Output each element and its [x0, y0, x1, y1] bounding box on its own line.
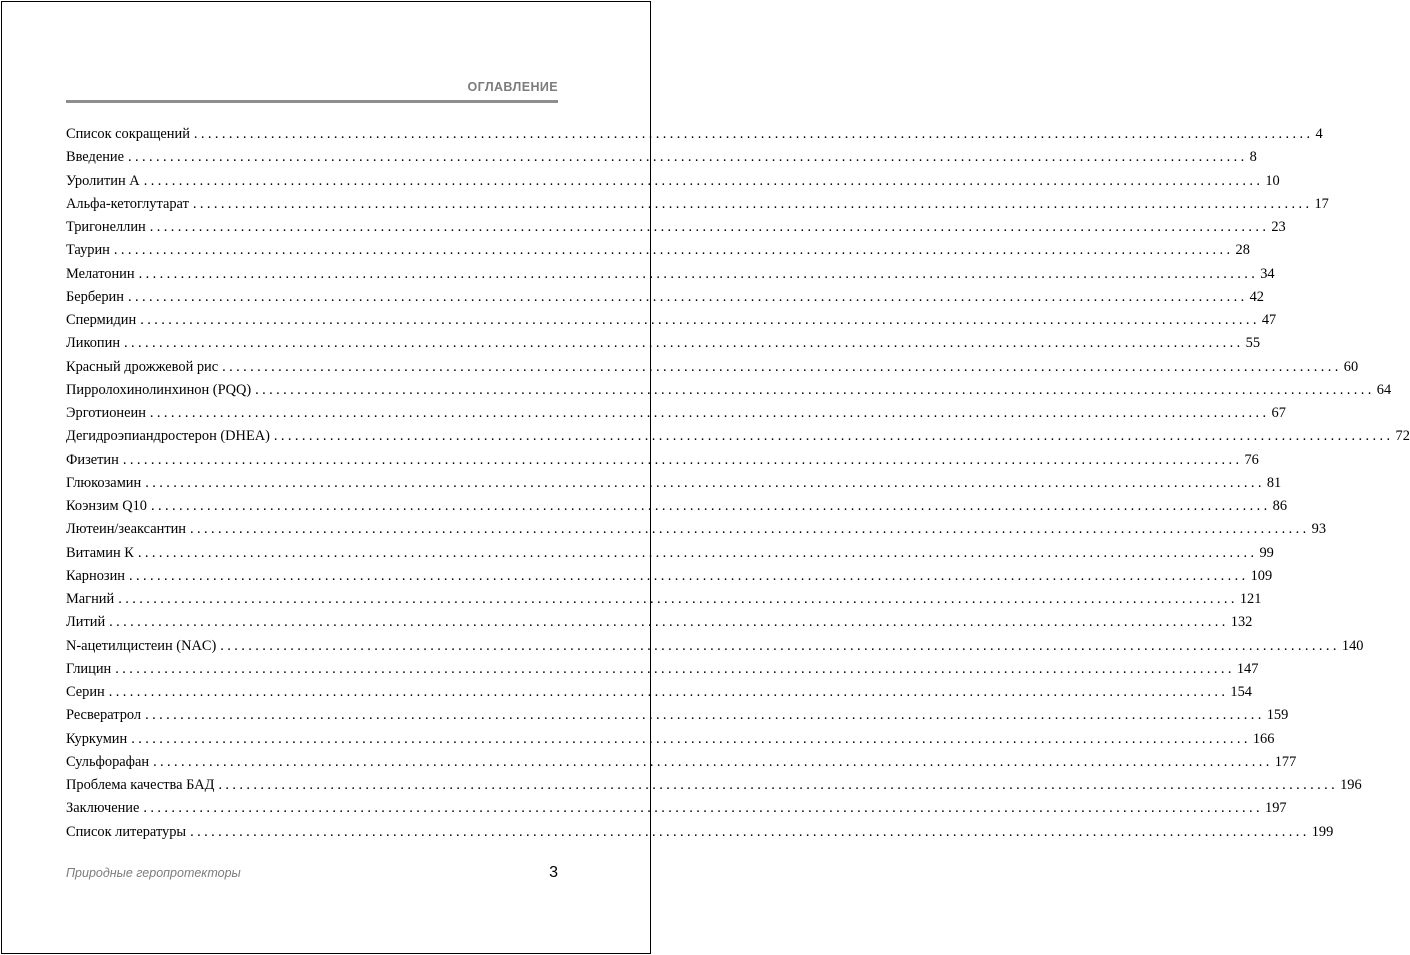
toc-entry [66, 358, 1359, 382]
toc-entry-title: Список литературы [66, 823, 187, 840]
toc-entry [66, 265, 1275, 289]
toc-entry [66, 126, 1323, 149]
table-of-contents [66, 126, 1410, 847]
toc-entry [66, 614, 1253, 637]
toc-leader-dots: ................................................................................................................................................................ [128, 149, 1248, 166]
toc-entry-page: 76 [1244, 451, 1259, 468]
toc-entry [66, 567, 1273, 591]
toc-leader-dots: ................................................................................................................................................................ [153, 753, 1273, 770]
toc-entry [66, 498, 1288, 521]
toc-leader-dots: ................................................................................................................................................................ [140, 312, 1260, 328]
toc-entry-title: Литий [66, 614, 106, 631]
toc-leader-dots: ................................................................................................................................................................ [273, 428, 1394, 445]
toc-entry-title: Тригонеллин [66, 219, 146, 235]
toc-entry [66, 753, 1297, 777]
toc-entry-page: 67 [1271, 405, 1286, 421]
toc-entry-page: 34 [1260, 265, 1275, 282]
toc-entry-title: Сульфорафан [66, 753, 150, 770]
toc-entry-title: Проблема качества БАД [66, 777, 215, 793]
toc-entry-title: Глицин [66, 660, 112, 677]
toc-entry-page: 17 [1314, 195, 1329, 212]
toc-entry [66, 219, 1286, 242]
toc-entry [66, 312, 1277, 335]
toc-entry-page: 8 [1249, 149, 1257, 166]
toc-entry-page: 47 [1261, 312, 1277, 328]
toc-entry [66, 591, 1262, 614]
toc-entry [66, 195, 1329, 219]
toc-entry-page: 147 [1236, 660, 1259, 677]
toc-entry-page: 60 [1343, 358, 1359, 375]
toc-entry-page: 10 [1265, 172, 1280, 189]
toc-entry-title: Магний [66, 591, 115, 607]
footer-book-title: Природные геропротекторы [66, 866, 241, 880]
toc-leader-dots: ................................................................................................................................................................ [218, 777, 1339, 793]
toc-entry-title: Спермидин [66, 312, 137, 328]
toc-entry-title: Введение [66, 149, 125, 166]
toc-entry-page: 72 [1395, 428, 1410, 445]
toc-entry-title: Уролитин А [66, 172, 140, 189]
toc-entry-title: Эрготионеин [66, 405, 146, 421]
toc-entry-title: Лютеин/зеаксантин [66, 521, 187, 538]
toc-entry-title: Берберин [66, 288, 124, 305]
toc-entry [66, 800, 1287, 823]
toc-entry-title: Ликопин [66, 335, 121, 352]
toc-leader-dots: ................................................................................................................................................................ [122, 451, 1243, 468]
toc-entry [66, 684, 1252, 707]
toc-leader-dots: ................................................................................................................................................................ [137, 544, 1258, 561]
toc-leader-dots: ................................................................................................................................................................ [118, 591, 1238, 607]
toc-entry-title: Альфа-кетоглутарат [66, 195, 189, 212]
toc-entry-page: 196 [1340, 777, 1362, 793]
toc-entry [66, 335, 1261, 358]
toc-entry-page: 154 [1230, 684, 1252, 700]
toc-leader-dots: ................................................................................................................................................................ [193, 126, 1314, 142]
toc-entry-page: 23 [1271, 219, 1286, 235]
toc-entry [66, 521, 1327, 544]
toc-entry-title: Таурин [66, 242, 110, 259]
toc-entry-title: N-ацетилцистеин (NAC) [66, 637, 217, 654]
toc-leader-dots: ................................................................................................................................................................ [149, 405, 1270, 421]
toc-entry [66, 544, 1274, 568]
toc-entry-title: Физетин [66, 451, 119, 468]
toc-leader-dots: ................................................................................................................................................................ [192, 195, 1313, 212]
toc-entry-page: 109 [1250, 567, 1273, 584]
toc-entry [66, 405, 1286, 428]
toc-entry-page: 93 [1311, 521, 1327, 538]
toc-leader-dots: ................................................................................................................................................................ [149, 219, 1270, 235]
toc-leader-dots: ................................................................................................................................................................ [143, 172, 1264, 189]
toc-entry-page: 177 [1274, 753, 1297, 770]
toc-leader-dots: ................................................................................................................................................................ [190, 823, 1310, 840]
toc-leader-dots: ................................................................................................................................................................ [138, 265, 1259, 282]
toc-leader-dots: ................................................................................................................................................................ [131, 730, 1251, 747]
toc-entry [66, 288, 1264, 312]
toc-entry-title: Ресвератрол [66, 707, 142, 724]
toc-entry-page: 55 [1245, 335, 1261, 352]
toc-leader-dots: ................................................................................................................................................................ [255, 381, 1375, 398]
toc-leader-dots: ................................................................................................................................................................ [109, 614, 1229, 631]
toc-entry-title: Заключение [66, 800, 140, 817]
toc-entry-page: 121 [1239, 591, 1262, 607]
toc-entry-title: Мелатонин [66, 265, 135, 282]
toc-entry-page: 197 [1265, 800, 1287, 817]
toc-leader-dots: ................................................................................................................................................................ [222, 358, 1342, 375]
toc-entry-title: Витамин К [66, 544, 134, 561]
toc-entry [66, 428, 1410, 451]
toc-entry [66, 730, 1275, 754]
toc-leader-dots: ................................................................................................................................................................ [128, 567, 1249, 584]
toc-entry-page: 166 [1252, 730, 1275, 747]
toc-entry [66, 149, 1257, 172]
toc-entry-title: Карнозин [66, 567, 125, 584]
toc-entry-page: 132 [1230, 614, 1253, 631]
toc-entry [66, 381, 1392, 405]
toc-entry [66, 474, 1282, 498]
toc-entry-title: Дегидроэпиандростерон (DHEA) [66, 428, 270, 445]
toc-entry [66, 777, 1362, 800]
toc-entry-title: Список сокращений [66, 126, 190, 142]
toc-leader-dots: ................................................................................................................................................................ [124, 335, 1244, 352]
toc-entry [66, 823, 1334, 847]
toc-entry-page: 81 [1266, 474, 1282, 491]
toc-entry [66, 451, 1259, 475]
toc-entry-page: 4 [1315, 126, 1323, 142]
toc-entry-page: 159 [1266, 707, 1289, 724]
toc-entry-title: Коэнзим Q10 [66, 498, 148, 514]
toc-entry-title: Серин [66, 684, 105, 700]
toc-entry-page: 86 [1272, 498, 1288, 514]
toc-entry [66, 637, 1364, 661]
toc-entry-title: Красный дрожжевой рис [66, 358, 219, 375]
toc-entry-page: 28 [1235, 242, 1250, 259]
toc-entry-page: 64 [1376, 381, 1392, 398]
running-head: ОГЛАВЛЕНИЕ [467, 80, 558, 94]
toc-entry [66, 660, 1259, 684]
toc-leader-dots: ................................................................................................................................................................ [151, 498, 1271, 514]
toc-entry-title: Пирролохинолинхинон (PQQ) [66, 381, 252, 398]
footer-page-number: 3 [549, 864, 558, 881]
toc-entry-title: Глюкозамин [66, 474, 142, 491]
toc-leader-dots: ................................................................................................................................................................ [127, 288, 1248, 305]
toc-leader-dots: ................................................................................................................................................................ [220, 637, 1340, 654]
toc-leader-dots: ................................................................................................................................................................ [113, 242, 1234, 259]
toc-entry [66, 172, 1280, 196]
toc-entry [66, 242, 1250, 265]
header-rule [66, 100, 558, 103]
toc-entry [66, 707, 1289, 730]
toc-leader-dots: ................................................................................................................................................................ [143, 800, 1264, 817]
toc-entry-page: 199 [1311, 823, 1334, 840]
toc-entry-page: 42 [1249, 288, 1264, 305]
toc-entry-page: 140 [1341, 637, 1364, 654]
toc-leader-dots: ................................................................................................................................................................ [145, 707, 1265, 724]
toc-leader-dots: ................................................................................................................................................................ [115, 660, 1235, 677]
toc-leader-dots: ................................................................................................................................................................ [145, 474, 1265, 491]
toc-leader-dots: ................................................................................................................................................................ [190, 521, 1310, 538]
toc-entry-page: 99 [1259, 544, 1274, 561]
toc-leader-dots: ................................................................................................................................................................ [108, 684, 1229, 700]
toc-entry-title: Куркумин [66, 730, 128, 747]
